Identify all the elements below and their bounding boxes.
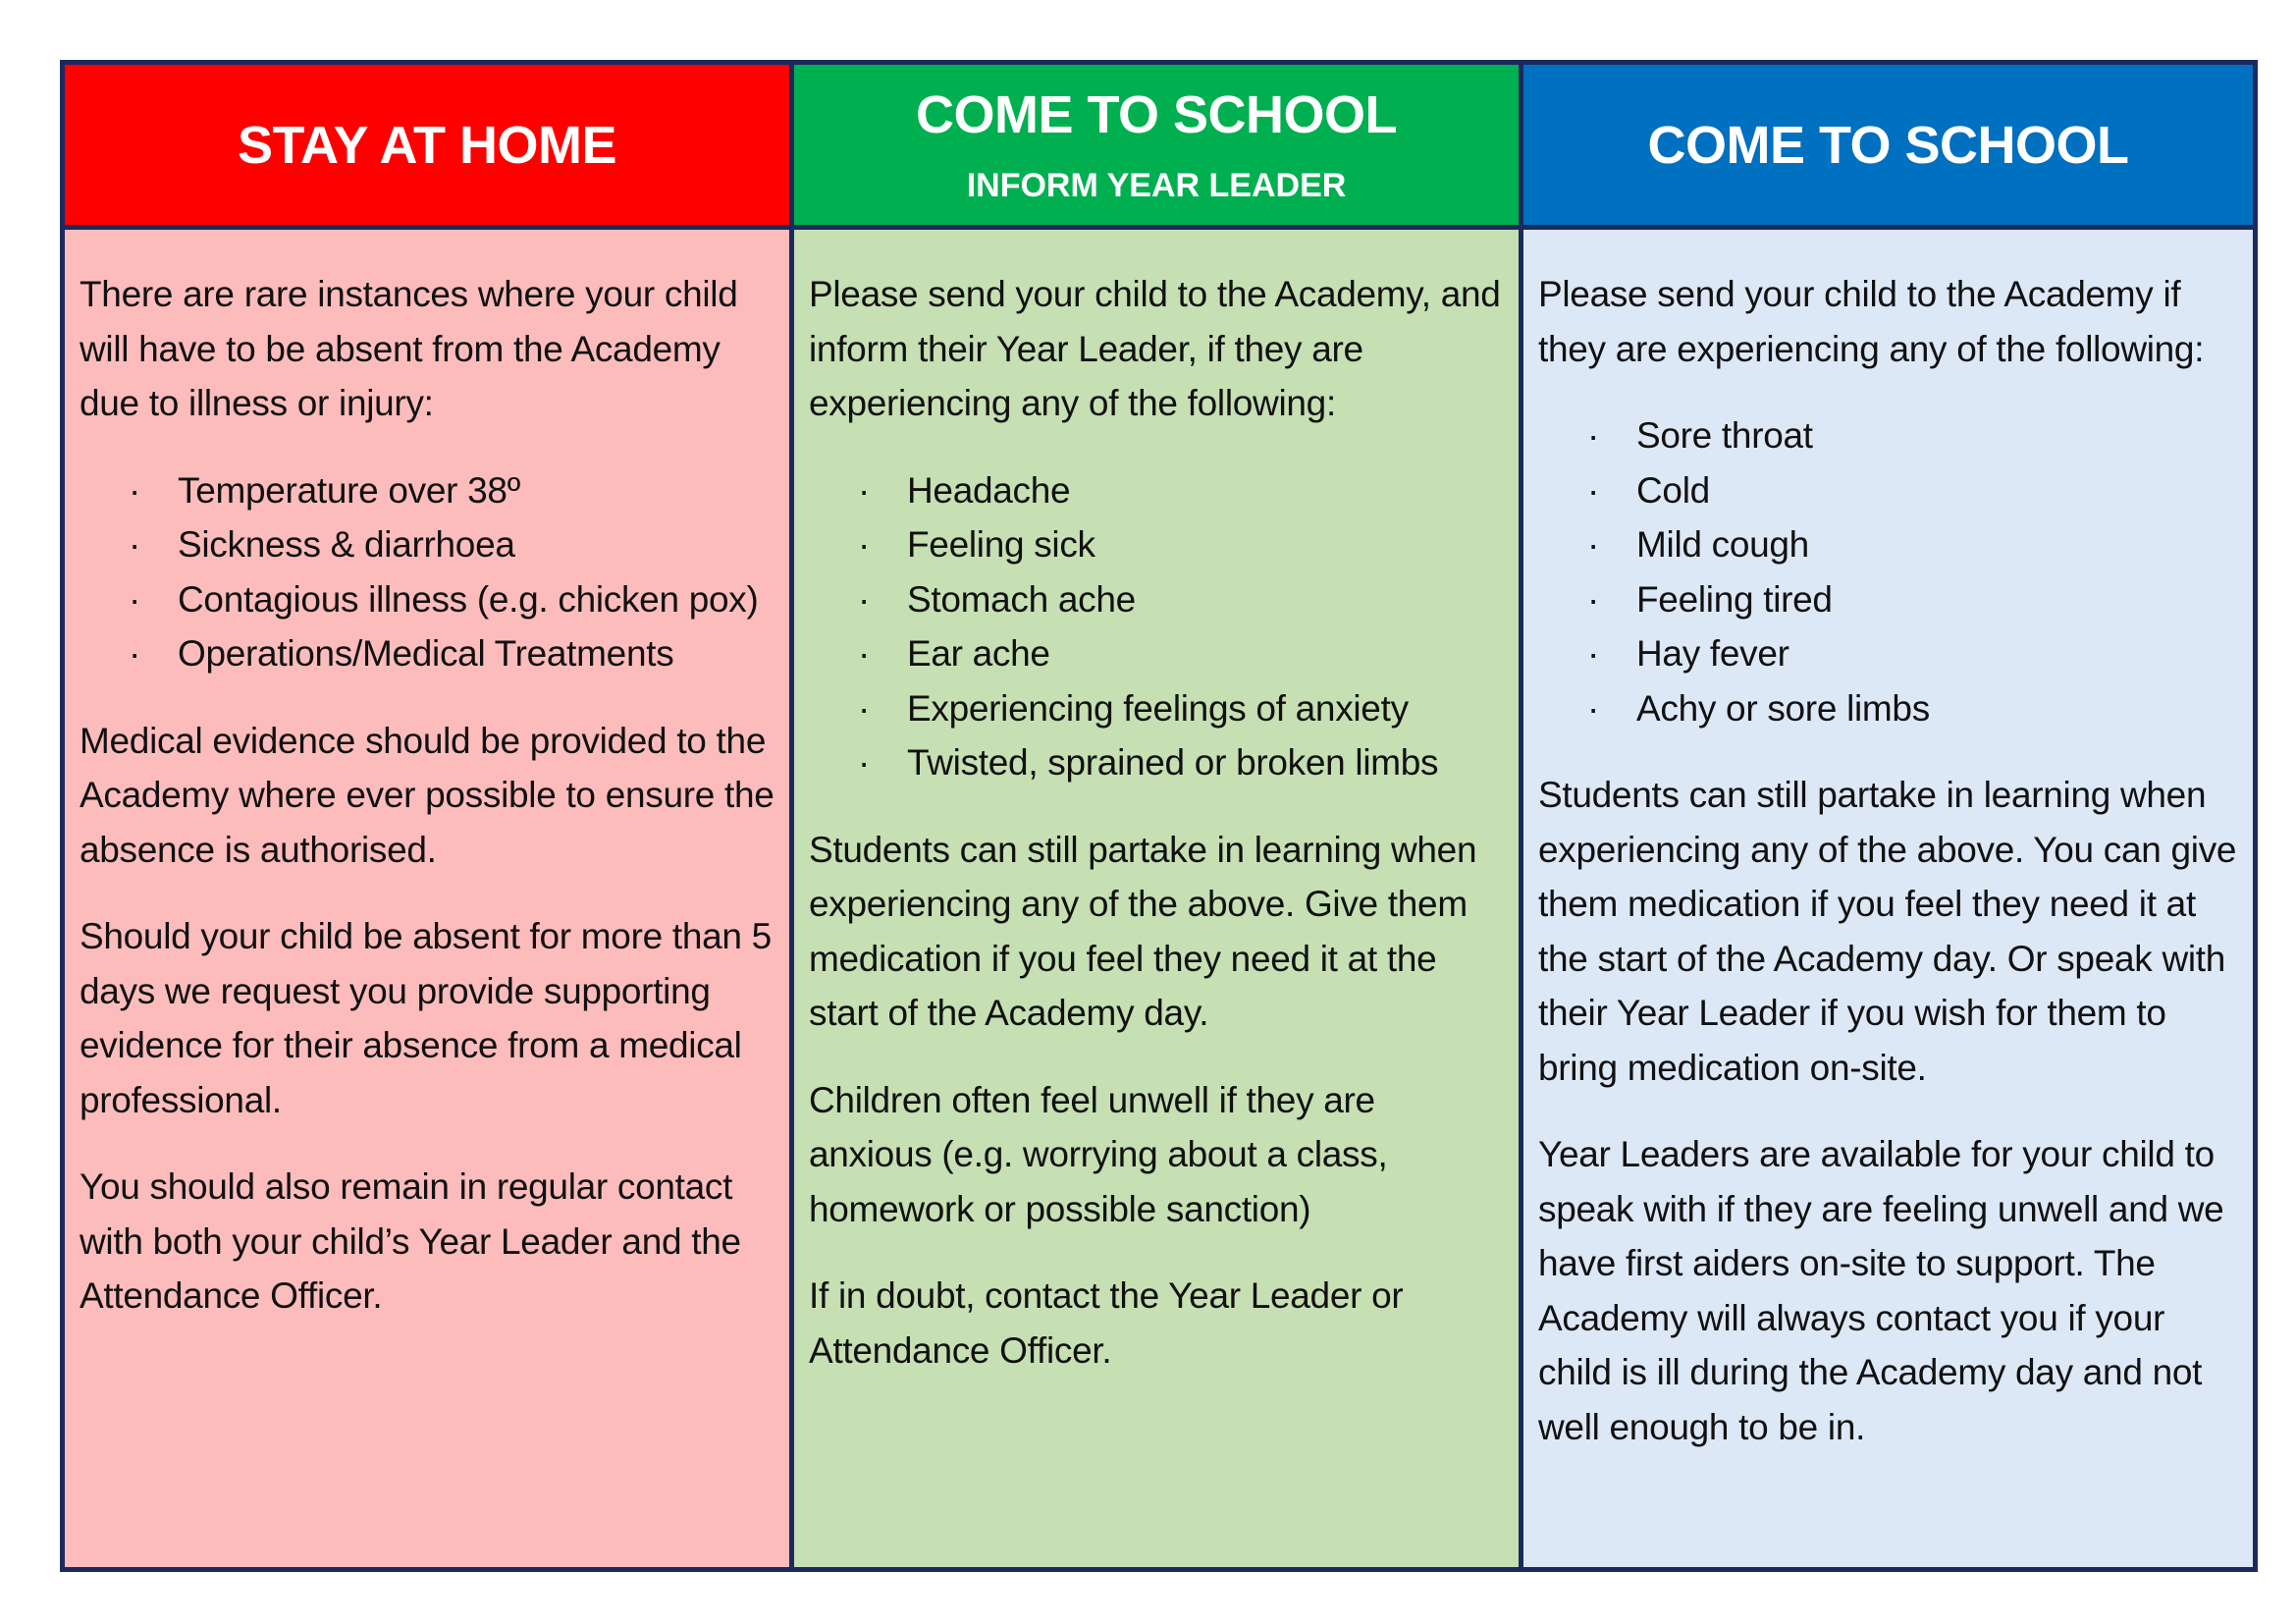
bullet-dot: · xyxy=(1587,633,1600,674)
list-item-text: Feeling tired xyxy=(1636,578,1833,620)
header-come-to-school-inform xyxy=(794,65,1523,230)
bullet-dot: · xyxy=(858,633,871,674)
list-item-text: Cold xyxy=(1636,469,1710,511)
list-item-text: Hay fever xyxy=(1636,633,1789,674)
list-item-text: Sickness & diarrhoea xyxy=(178,524,515,565)
symptom-list xyxy=(809,463,1505,790)
list-item-text: Mild cough xyxy=(1636,524,1809,565)
list-item xyxy=(809,517,1505,572)
bullet-dot: · xyxy=(858,524,871,565)
list-item xyxy=(80,572,775,627)
bullet-dot: · xyxy=(129,633,141,674)
bullet-dot: · xyxy=(858,742,871,783)
paragraph: Medical evidence should be provided to the Academy where ever possible to ensure the absence is authorised. xyxy=(80,720,774,870)
list-item-text: Stomach ache xyxy=(907,578,1136,620)
bullet-dot: · xyxy=(129,524,141,565)
body-stay-at-home xyxy=(65,230,794,1567)
list-item-text: Achy or sore limbs xyxy=(1636,687,1930,729)
list-item xyxy=(1538,572,2239,627)
list-item xyxy=(809,572,1505,627)
header-come-to-school xyxy=(1523,65,2253,230)
list-item-text: Headache xyxy=(907,469,1071,511)
bullet-dot: · xyxy=(1587,469,1600,511)
bullet-dot: · xyxy=(1587,524,1600,565)
list-item-text: Temperature over 38º xyxy=(178,469,520,511)
list-item xyxy=(1538,517,2239,572)
list-item xyxy=(80,517,775,572)
bullet-dot: · xyxy=(1587,687,1600,729)
list-item-text: Ear ache xyxy=(907,633,1050,674)
list-item xyxy=(1538,408,2239,463)
paragraph: Children often feel unwell if they are anxious (e.g. worrying about a class, homework or possible sanction) xyxy=(809,1079,1388,1229)
column-subtitle: INFORM YEAR LEADER xyxy=(966,166,1347,204)
list-item-text: Contagious illness (e.g. chicken pox) xyxy=(178,578,759,620)
bullet-dot: · xyxy=(1587,578,1600,620)
list-item xyxy=(1538,626,2239,681)
header-stay-at-home xyxy=(65,65,794,230)
bullet-dot: · xyxy=(129,469,141,511)
column-title: COME TO SCHOOL xyxy=(915,84,1398,144)
list-item xyxy=(809,735,1505,790)
paragraph: Students can still partake in learning when experiencing any of the above. You can give them medication if you feel they need it at the start of the Academy day. Or speak with their Year Leader if you wish for them to bring medication on-site. xyxy=(1538,775,2237,1088)
guidance-table xyxy=(60,60,2258,1572)
list-item xyxy=(80,626,775,681)
list-item-text: Operations/Medical Treatments xyxy=(178,633,674,674)
list-item xyxy=(80,463,775,518)
intro-text: There are rare instances where your child will have to be absent from the Academy due to illness or injury: xyxy=(80,274,738,423)
bullet-dot: · xyxy=(129,578,141,620)
list-item xyxy=(809,463,1505,518)
bullet-dot: · xyxy=(858,469,871,511)
bullet-dot: · xyxy=(858,687,871,729)
body-come-to-school-inform xyxy=(794,230,1523,1567)
column-title: STAY AT HOME xyxy=(237,115,617,175)
intro-text: Please send your child to the Academy if they are experiencing any of the following: xyxy=(1538,274,2205,369)
list-item xyxy=(809,626,1505,681)
paragraph: Should your child be absent for more than 5 days we request you provide supporting evidence for their absence from a medical professional. xyxy=(80,916,772,1120)
list-item-text: Twisted, sprained or broken limbs xyxy=(907,742,1439,783)
list-item xyxy=(1538,463,2239,518)
bullet-dot: · xyxy=(858,578,871,620)
body-come-to-school xyxy=(1523,230,2253,1567)
symptom-list xyxy=(1538,408,2239,735)
list-item-text: Feeling sick xyxy=(907,524,1095,565)
paragraph: Students can still partake in learning when experiencing any of the above. Give them medication if you feel they need it at the start of the Academy day. xyxy=(809,829,1477,1033)
column-title: COME TO SCHOOL xyxy=(1647,115,2129,175)
symptom-list xyxy=(80,463,775,681)
list-item xyxy=(1538,681,2239,736)
list-item-text: Sore throat xyxy=(1636,415,1813,456)
paragraph: Year Leaders are available for your child to speak with if they are feeling unwell and we have first aiders on-site to support. The Academy will always contact you if your child is ill during the Academy day and not well enough to be in. xyxy=(1538,1134,2224,1447)
paragraph: If in doubt, contact the Year Leader or Attendance Officer. xyxy=(809,1275,1404,1371)
list-item-text: Experiencing feelings of anxiety xyxy=(907,687,1409,729)
paragraph: You should also remain in regular contact with both your child’s Year Leader and the Attendance Officer. xyxy=(80,1166,741,1316)
list-item xyxy=(809,681,1505,736)
intro-text: Please send your child to the Academy, and inform their Year Leader, if they are experiencing any of the following: xyxy=(809,274,1501,423)
bullet-dot: · xyxy=(1587,415,1600,456)
